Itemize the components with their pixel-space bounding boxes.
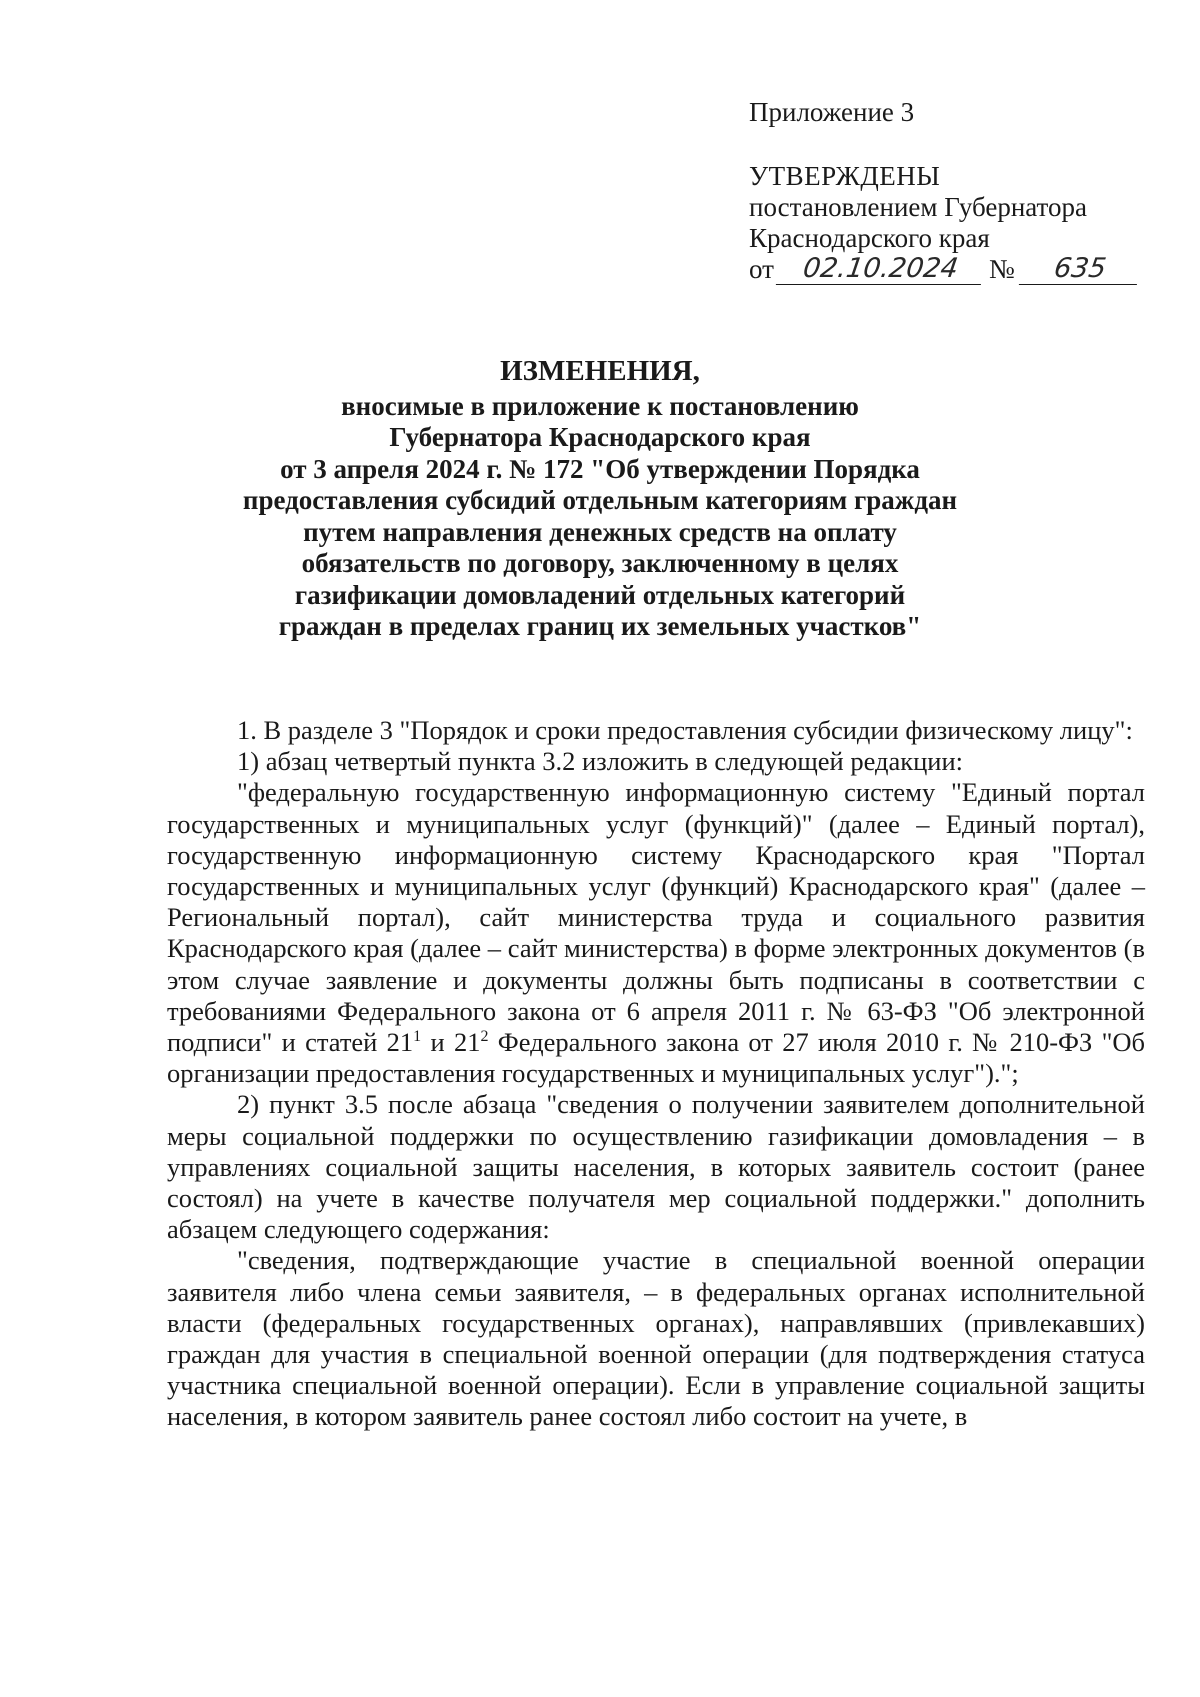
paragraph-3-text: Федерального закона от 27 июля 2010 г. № 210-ФЗ "Об организации предоставления государственных и муниципальных услуг")."; bbox=[167, 1027, 1146, 1089]
title-line: путем направления денежных средств на оплату bbox=[303, 516, 897, 547]
title-line: вносимые в приложение к постановлению bbox=[341, 390, 859, 421]
date-prefix: от bbox=[749, 254, 774, 284]
appendix-label: Приложение 3 bbox=[749, 97, 915, 127]
approved-label: УТВЕРЖДЕНЫ bbox=[749, 161, 941, 191]
paragraph-2: 1) абзац четвертый пункта 3.2 изложить в следующей редакции: bbox=[237, 746, 964, 777]
approval-block bbox=[749, 97, 1149, 285]
document-body bbox=[167, 715, 1145, 1433]
title-main: ИЗМЕНЕНИЯ, bbox=[500, 355, 700, 387]
paragraph-5: "сведения, подтверждающие участие в специальной военной операции заявителя либо члена семьи заявителя, – в федеральных органах исполнительной власти (федеральных государственных органах), направлявших (привлекавших) граждан для участия в специальной военной операции (для подтверждения статуса участника специальной военной операции). Если в управление социальной защиты населения, в котором заявитель ранее состоял либо состоит на учете, в bbox=[167, 1245, 1145, 1432]
number-sign: № bbox=[988, 254, 1015, 284]
paragraph-3-text: и 21 bbox=[421, 1027, 481, 1058]
paragraph-1: 1. В разделе 3 "Порядок и сроки предоставления субсидии физическому лицу": bbox=[237, 715, 1133, 745]
paragraph-3 bbox=[167, 777, 1145, 1089]
approved-by-line1: постановлением Губернатора bbox=[749, 192, 1087, 222]
title-line: от 3 апреля 2024 г. № 172 "Об утверждении Порядка bbox=[280, 453, 920, 484]
title-line: предоставления субсидий отдельным категориям граждан bbox=[242, 485, 958, 515]
title-line: граждан в пределах границ их земельных участков" bbox=[278, 611, 922, 641]
title-line: обязательств по договору, заключенному в целях bbox=[301, 548, 899, 578]
document-title bbox=[150, 356, 1050, 643]
paragraph-3-text: "федеральную государственную информационную систему "Единый портал государственных и муниципальных услуг (функций)" (далее – Единый портал), государственную информационную систему Краснодарского края "Портал государственных и муниципальных услуг (функций) Краснодарского края" (далее – Региональный портал), сайт министерства труда и социального развития Краснодарского края (далее – сайт министерства) в форме электронных документов (в этом случае заявление и документы должны быть подписаны в соответствии с требованиями Федерального закона от 6 апреля 2011 г. № 63-ФЗ "Об электронной подписи" и статей 21 bbox=[167, 777, 1145, 1058]
handwritten-number: 635 bbox=[1019, 254, 1141, 285]
paragraph-4: 2) пункт 3.5 после абзаца "сведения о получении заявителем дополнительной меры социальной поддержки по осуществлению газификации домовладения – в управлениях социальной защиты населения, в которых заявитель состоит (ранее состоял) на учете в качестве получателя мер социальной поддержки." дополнить абзацем следующего содержания: bbox=[167, 1089, 1145, 1245]
superscript-1: 1 bbox=[413, 1028, 422, 1046]
date-number-line bbox=[749, 254, 1149, 285]
title-line: Губернатора Краснодарского края bbox=[389, 422, 811, 452]
approved-by-line2: Краснодарского края bbox=[749, 223, 990, 253]
superscript-2: 2 bbox=[480, 1028, 489, 1046]
handwritten-date: 02.10.2024 bbox=[776, 254, 985, 285]
title-line: газификации домовладений отдельных категорий bbox=[294, 579, 906, 610]
